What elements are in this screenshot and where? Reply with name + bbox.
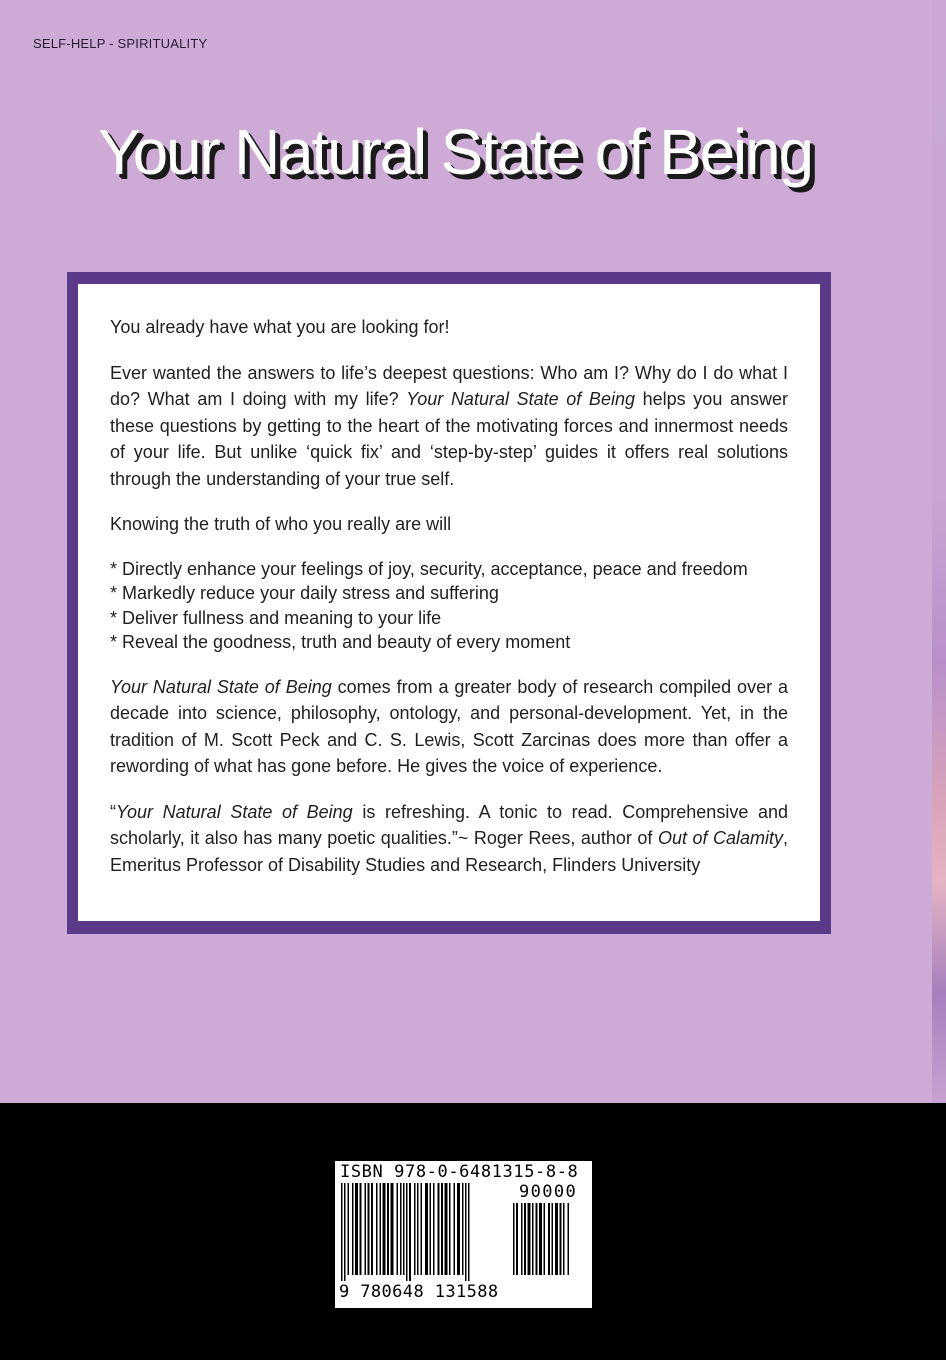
blurb-paragraph-2 xyxy=(110,674,788,780)
blurb-paragraph-2-text: comes from a greater body of research compiled over a decade into science, philosophy, ontology, and personal-development. Yet, in the tradition of M. Scott Peck and C. S. Lewis, Scott Zarcinas does more than offer a rewording of what has gone before. He gives the voice of experience. xyxy=(110,676,788,776)
quote-text: is refreshing. A tonic to read. Comprehensive and scholarly, it also has many poetic qualities.”~ Roger Rees, author of xyxy=(110,801,788,848)
benefit-item: * Directly enhance your feelings of joy, security, acceptance, peace and freedom xyxy=(110,558,748,579)
benefit-item: * Reveal the goodness, truth and beauty of every moment xyxy=(110,632,571,652)
barcode-bar xyxy=(462,1183,464,1275)
quote-affiliation: , Emeritus Professor of Disability Studies and Research, Flinders University xyxy=(110,828,788,875)
price-code: 90000 xyxy=(519,1182,578,1202)
barcode-bar xyxy=(528,1203,531,1275)
barcode-bar xyxy=(414,1183,416,1275)
barcode-bars-main xyxy=(341,1183,509,1283)
barcode-bar xyxy=(425,1183,428,1275)
category-label: SELF-HELP - SPIRITUALITY xyxy=(33,36,208,51)
barcode-bar xyxy=(555,1203,558,1275)
quote-author-book: Out of Calamity xyxy=(657,828,783,848)
barcode-bar xyxy=(383,1183,386,1275)
blurb-paragraph-1-text-a: Ever wanted the answers to life’s deepest questions: Who am I? Why do I do what I do? What am I doing with my life? xyxy=(110,362,788,409)
barcode-bar xyxy=(421,1183,423,1275)
barcode-bar xyxy=(360,1183,362,1275)
barcode-bar xyxy=(355,1183,358,1275)
barcode-bar xyxy=(532,1203,534,1275)
barcode-bar xyxy=(344,1183,346,1281)
barcode-bar xyxy=(536,1203,538,1275)
barcode-bar xyxy=(560,1203,562,1275)
blurb-paragraph-1 xyxy=(110,360,788,493)
barcode-bar xyxy=(417,1183,419,1275)
barcode-bar xyxy=(348,1183,350,1275)
cover-edge-strip xyxy=(932,0,946,1103)
endorsement-quote xyxy=(110,799,788,879)
barcode-bar xyxy=(449,1183,451,1275)
benefit-item: * Deliver fullness and meaning to your life xyxy=(110,607,442,628)
benefit-item: * Markedly reduce your daily stress and suffering xyxy=(110,583,499,603)
quote-book-title: Your Natural State of Being xyxy=(116,801,353,822)
barcode-bar xyxy=(371,1183,373,1275)
barcode-bar xyxy=(544,1203,546,1275)
blurb-panel xyxy=(78,284,820,921)
barcode-bar xyxy=(513,1203,515,1275)
barcode-bar xyxy=(400,1183,402,1275)
quote-open-mark: “ xyxy=(110,801,116,822)
barcode-bar xyxy=(457,1183,460,1275)
barcode-bar xyxy=(552,1203,554,1275)
isbn-number: ISBN 978-0-6481315-8-8 xyxy=(340,1162,579,1182)
barcode-bar xyxy=(433,1183,435,1275)
barcode-bar xyxy=(380,1183,382,1275)
barcode-bar xyxy=(524,1203,526,1275)
blurb-paragraph-1-book-title: Your Natural State of Being xyxy=(406,389,635,409)
barcode-bar xyxy=(368,1183,370,1275)
barcode-bar xyxy=(548,1203,550,1275)
barcode-bar xyxy=(563,1203,565,1275)
barcode-bar xyxy=(539,1203,542,1275)
barcode-bar xyxy=(465,1183,467,1281)
barcode-bar xyxy=(568,1203,570,1275)
barcode-bar xyxy=(468,1183,470,1281)
barcode-bar xyxy=(365,1183,367,1275)
barcode-bars-addon xyxy=(513,1203,585,1283)
barcode-bar xyxy=(438,1183,440,1275)
barcode-bar xyxy=(387,1183,389,1275)
barcode-bar xyxy=(516,1203,518,1275)
barcode-bar xyxy=(430,1183,432,1275)
barcode-digits: 9 780648 131588 xyxy=(339,1282,499,1302)
benefit-list xyxy=(110,557,788,655)
blurb-paragraph-1-text-b: helps you answer these questions by getting to the heart of the motivating forces and innermost needs of your life. But unlike ‘quick fix’ and ‘step-by-step’ guides it offers real solutions through the understanding of your true self. xyxy=(110,389,788,489)
barcode-bar xyxy=(521,1203,523,1275)
barcode-bar xyxy=(397,1183,399,1275)
barcode-bar xyxy=(341,1183,343,1281)
book-title: Your Natural State of Being xyxy=(98,116,812,188)
barcode-bar xyxy=(454,1183,456,1275)
barcode-bar xyxy=(376,1183,378,1275)
blurb-lead: Knowing the truth of who you really are will xyxy=(110,514,452,534)
barcode-bar xyxy=(403,1183,405,1275)
barcode-bar xyxy=(445,1183,448,1275)
barcode-bar xyxy=(441,1183,443,1275)
barcode-bar xyxy=(391,1183,394,1275)
blurb-paragraph-2-book-title: Your Natural State of Being xyxy=(110,676,332,697)
barcode-bar xyxy=(409,1183,411,1281)
isbn-barcode xyxy=(335,1161,592,1308)
barcode-bar xyxy=(352,1183,354,1275)
blurb-intro: You already have what you are looking for! xyxy=(110,317,450,337)
barcode-bar xyxy=(406,1183,408,1281)
